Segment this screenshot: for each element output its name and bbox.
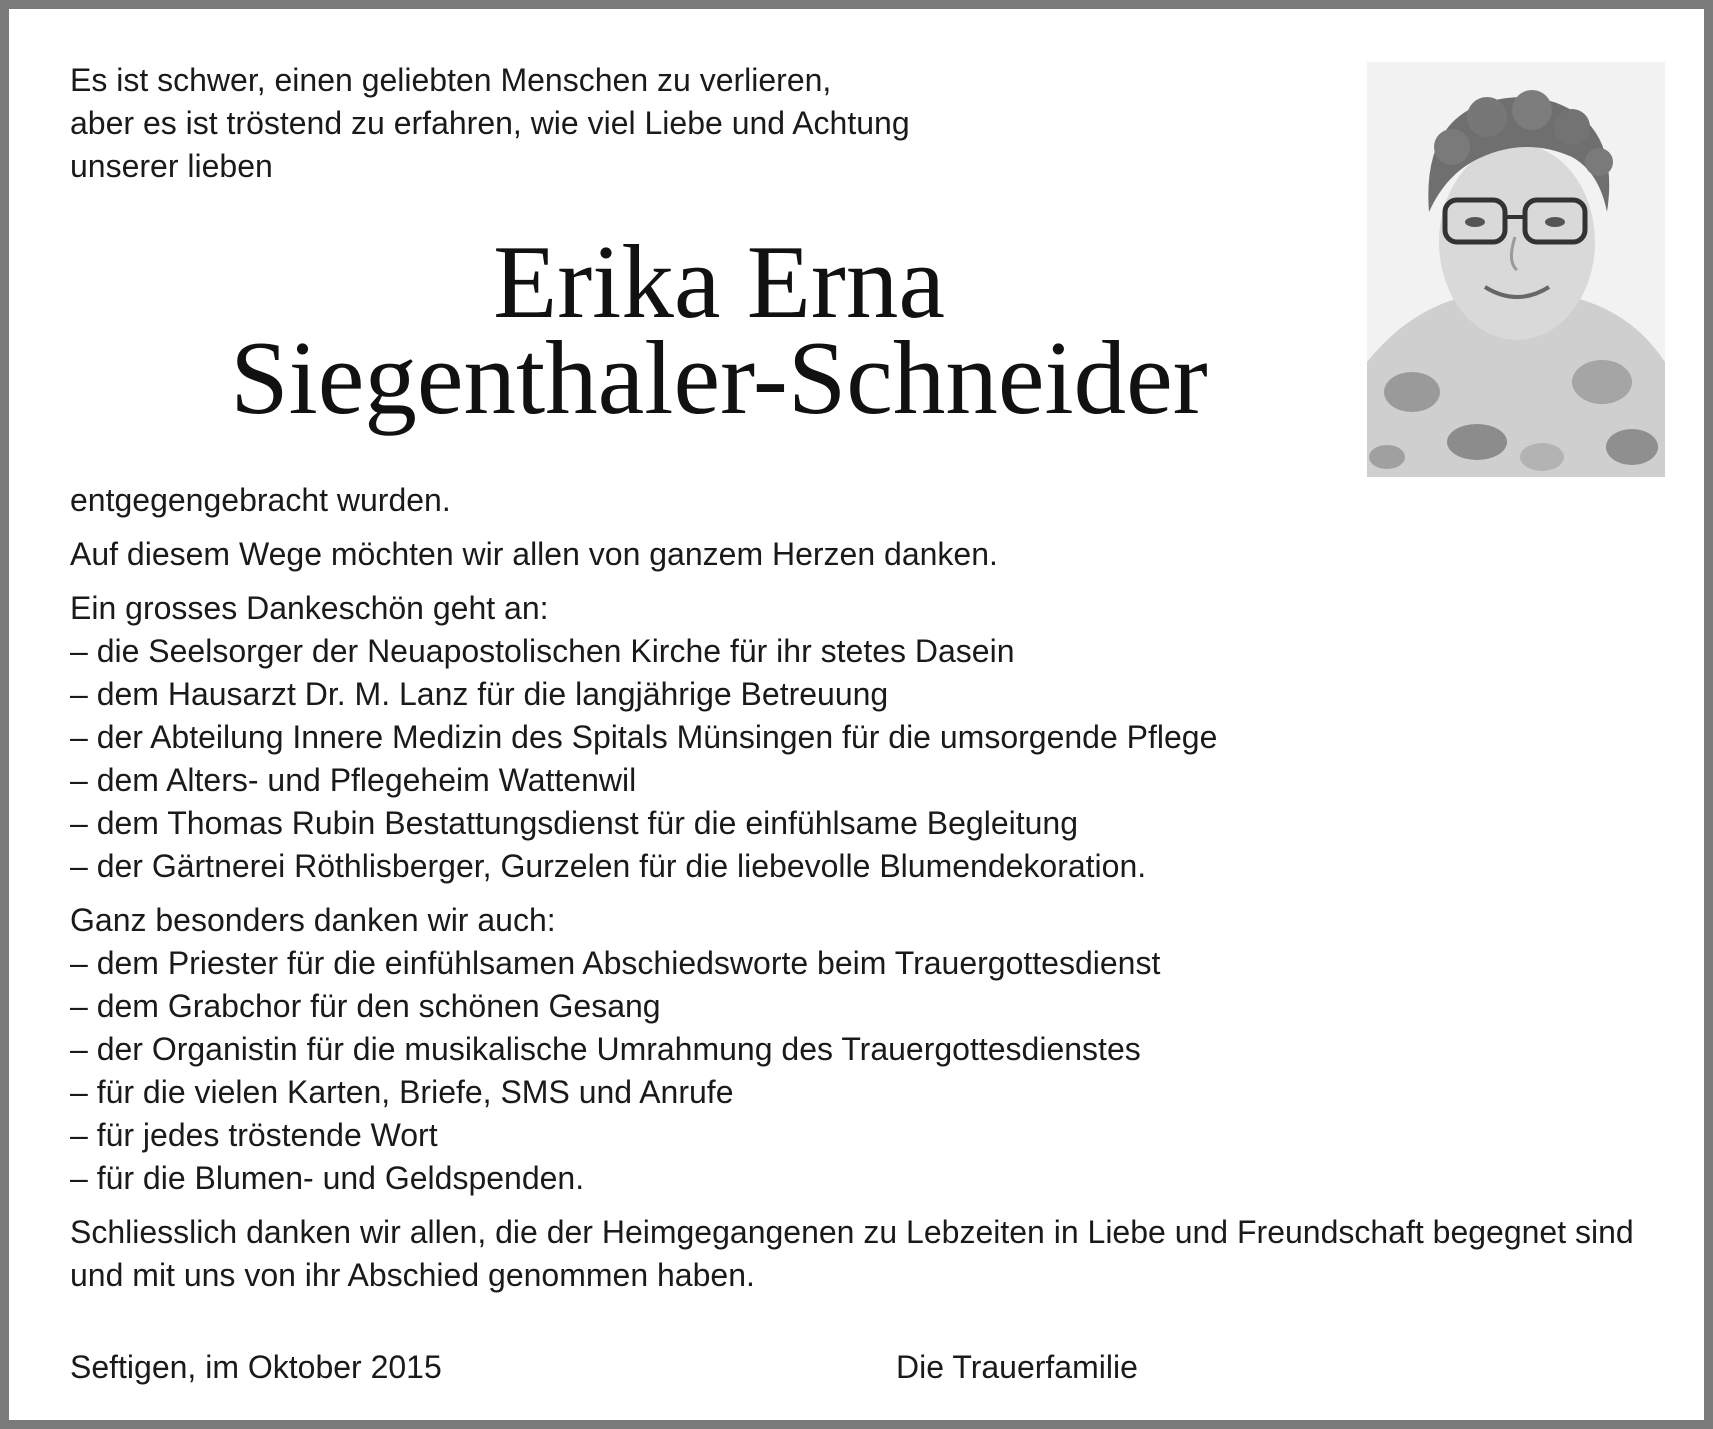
list-item: – für die Blumen- und Geldspenden. — [70, 1160, 585, 1196]
list-item: – dem Grabchor für den schönen Gesang — [70, 988, 661, 1024]
list-item: – für jedes tröstende Wort — [70, 1117, 438, 1153]
portrait-photo — [1367, 62, 1665, 477]
dankeschoen-heading: Ein grosses Dankeschön geht an: — [70, 590, 549, 626]
list-item: – der Gärtnerei Röthlisberger, Gurzelen für die liebevolle Blumendekoration. — [70, 848, 1147, 884]
list-item: – dem Thomas Rubin Bestattungsdienst für die einfühlsame Begleitung — [70, 805, 1079, 841]
list-item: – dem Priester für die einfühlsamen Abschiedsworte beim Trauergottesdienst — [70, 945, 1161, 981]
list-item: – dem Alters- und Pflegeheim Wattenwil — [70, 762, 637, 798]
intro-line: Es ist schwer, einen geliebten Menschen zu verlieren, — [70, 62, 832, 98]
list-item: – der Abteilung Innere Medizin des Spitals Münsingen für die umsorgende Pflege — [70, 719, 1218, 755]
deceased-name — [69, 223, 1369, 436]
main-text — [70, 479, 1670, 1297]
deceased-first-names: Erika Erna — [493, 223, 945, 340]
footer — [70, 1346, 1670, 1389]
list-item: – für die vielen Karten, Briefe, SMS und Anrufe — [70, 1074, 734, 1110]
besonders-heading: Ganz besonders danken wir auch: — [70, 902, 556, 938]
intro-line: aber es ist tröstend zu erfahren, wie viel Liebe und Achtung — [70, 105, 910, 141]
list-item: – die Seelsorger der Neuapostolischen Kirche für ihr stetes Dasein — [70, 633, 1015, 669]
portrait-image — [1367, 62, 1665, 477]
after-name-line: entgegengebracht wurden. — [70, 482, 451, 518]
signature: Die Trauerfamilie — [896, 1349, 1138, 1385]
place-date: Seftigen, im Oktober 2015 — [70, 1349, 442, 1385]
intro-text — [70, 59, 1320, 188]
list-item: – dem Hausarzt Dr. M. Lanz für die langjährige Betreuung — [70, 676, 889, 712]
closing-line: Schliesslich danken wir allen, die der Heimgegangenen zu Lebzeiten in Liebe und Freundschaft begegnet sind — [70, 1214, 1634, 1250]
list-item: – der Organistin für die musikalische Umrahmung des Trauergottesdienstes — [70, 1031, 1141, 1067]
deceased-surname: Siegenthaler-Schneider — [230, 319, 1208, 436]
general-thanks: Auf diesem Wege möchten wir allen von ganzem Herzen danken. — [70, 536, 998, 572]
closing-line: und mit uns von ihr Abschied genommen haben. — [70, 1257, 755, 1293]
intro-line: unserer lieben — [70, 148, 273, 184]
